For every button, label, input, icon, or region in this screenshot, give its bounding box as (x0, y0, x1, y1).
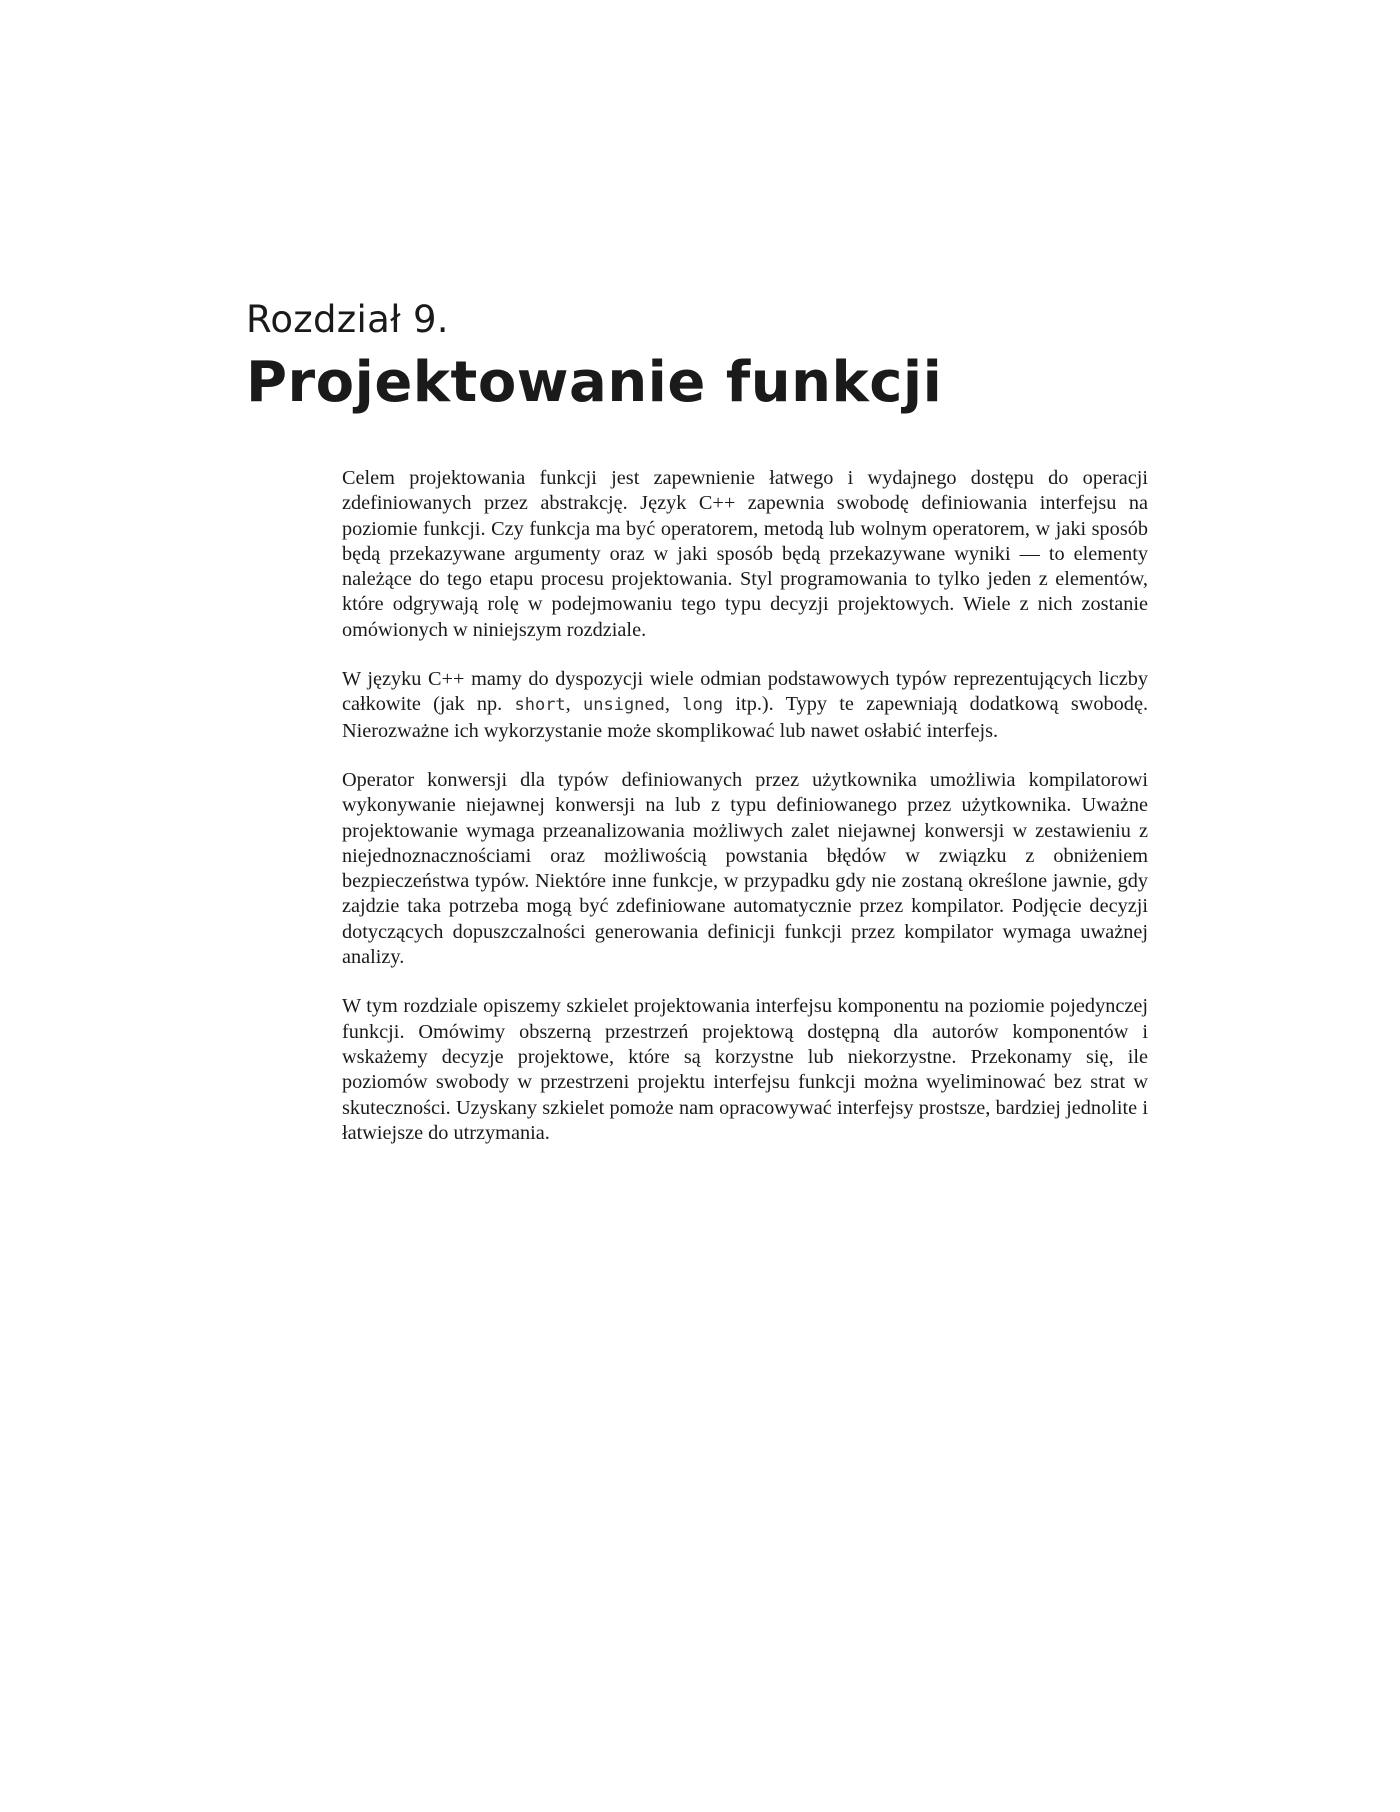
chapter-header (246, 296, 1246, 418)
chapter-number: Rozdział 9. (246, 298, 449, 341)
paragraph-2-text-start: W języku C++ mamy do dyspozycji wiele odmian podstawowych typów reprezentujących liczby całkowite (jak np. (342, 668, 1148, 716)
chapter-intro (342, 466, 1148, 1170)
code-long: long (682, 695, 724, 716)
paragraph-1: Celem projektowania funkcji jest zapewnienie łatwego i wydajnego dostępu do operacji zdefiniowanych przez abstrakcję. Język C++ zapewnia swobodę definiowania interfejsu na poziomie funkcji. Czy funkcja ma być operatorem, metodą lub wolnym operatorem, w jaki sposób będą przekazywane argumenty oraz w jaki sposób będą przekazywane wyniki — to elementy należące do tego etapu procesu projektowania. Styl programowania to tylko jeden z elementów, które odgrywają rolę w podejmowaniu tego typu decyzji projektowych. Wiele z nich zostanie omówionych w niniejszym rozdziale. (342, 467, 1148, 641)
separator: , (565, 693, 583, 716)
code-unsigned: unsigned (583, 695, 665, 716)
paragraph-4: W tym rozdziale opiszemy szkielet projektowania interfejsu komponentu na poziomie pojedynczej funkcji. Omówimy obszerną przestrzeń projektową dostępną dla autorów komponentów i wskażemy decyzje projektowe, które są korzystne lub niekorzystne. Przekonamy się, ile poziomów swobody w przestrzeni projektu interfejsu funkcji można wyeliminować bez strat w skuteczności. Uzyskany szkielet pomoże nam opracowywać interfejsy prostsze, bardziej jednolite i łatwiejsze do utrzymania. (342, 995, 1148, 1144)
separator: , (664, 693, 683, 716)
paragraph-2 (342, 667, 1148, 744)
code-short: short (514, 695, 566, 716)
chapter-title: Projektowanie funkcji (246, 350, 943, 415)
paragraph-3: Operator konwersji dla typów definiowanych przez użytkownika umożliwia kompilatorowi wykonywanie niejawnej konwersji na lub z typu definiowanego przez użytkownika. Uważne projektowanie wymaga przeanalizowania możliwych zalet niejawnej konwersji w zestawieniu z niejednoznacznościami oraz możliwością powstania błędów w związku z obniżeniem bezpieczeństwa typów. Niektóre inne funkcje, w przypadku gdy nie zostaną określone jawnie, gdy zajdzie taka potrzeba mogą być zdefiniowane automatycznie przez kompilator. Podjęcie decyzji dotyczących dopuszczalności generowania definicji funkcji przez kompilator wymaga uważnej analizy. (342, 768, 1148, 969)
paragraph-2-text-end: itp.). Typy te zapewniają dodatkową swobodę. Nierozważne ich wykorzystanie może skomplikować lub nawet osłabić interfejs. (342, 693, 1149, 742)
